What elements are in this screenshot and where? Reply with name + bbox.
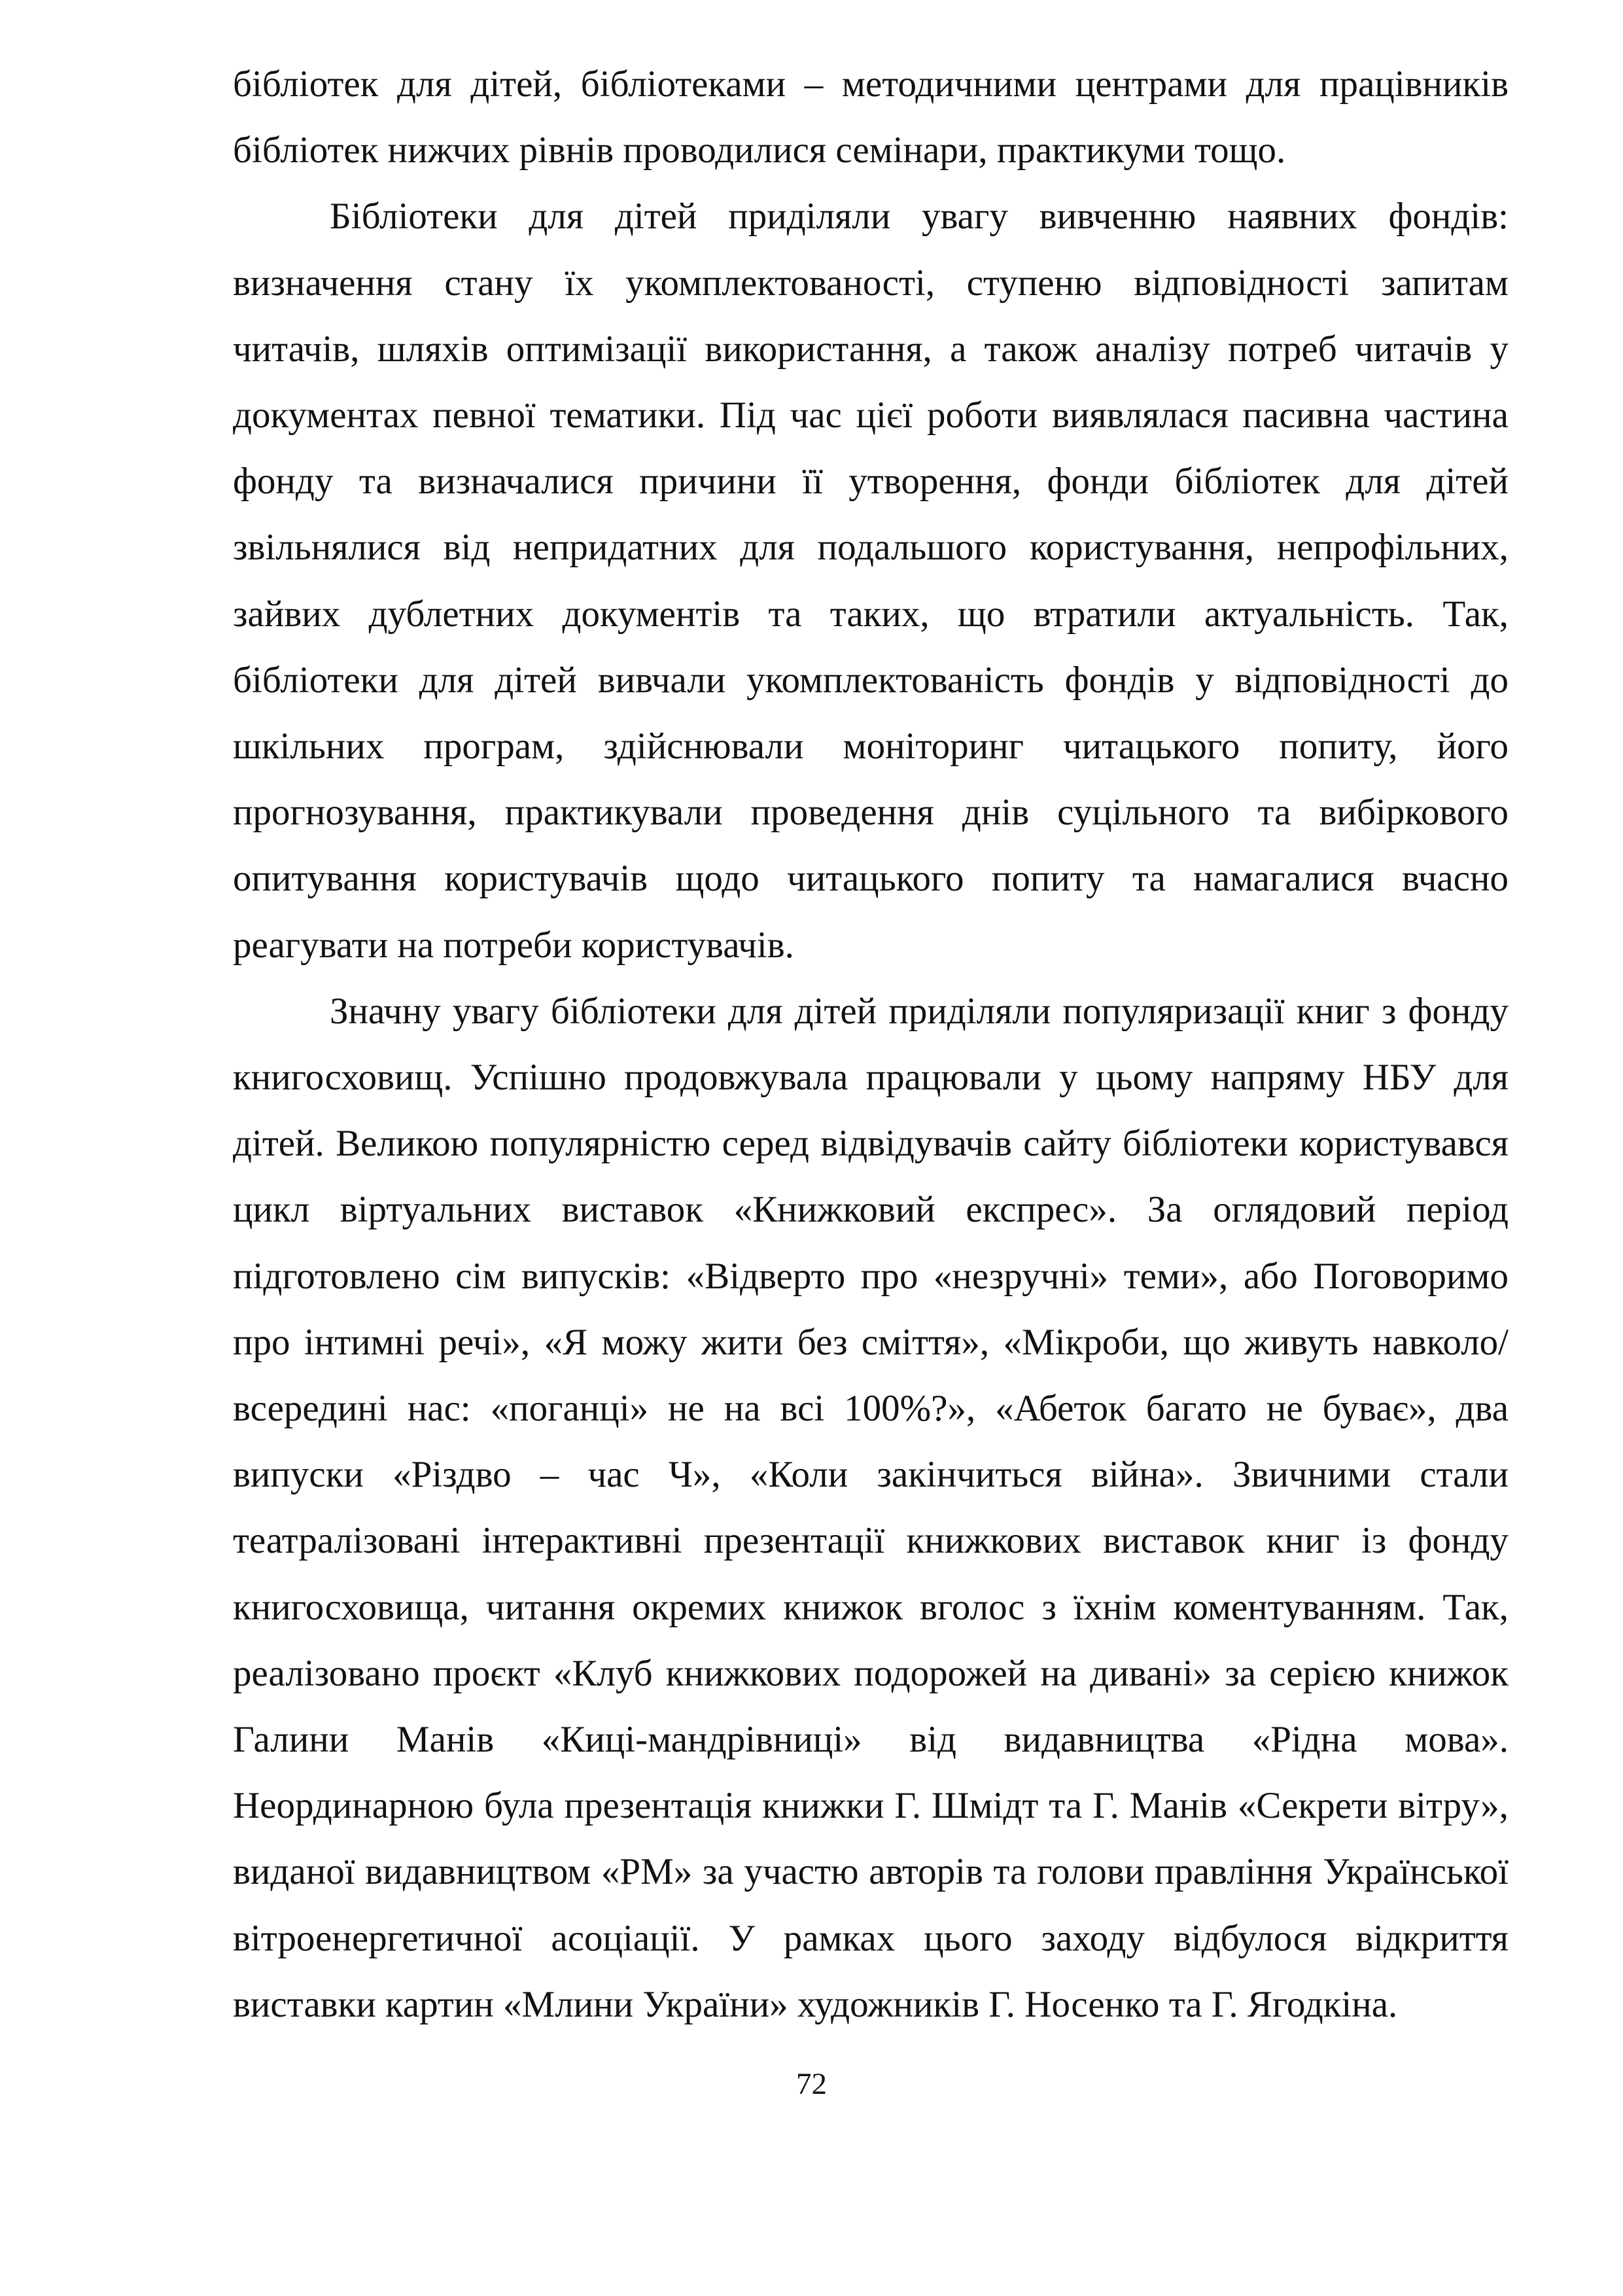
paragraph-continuation: бібліотек для дітей, бібліотеками – методичними центрами для працівників бібліотек нижчих рівнів проводилися семінари, практикуми тощо.	[233, 63, 1509, 171]
page-number: 72	[796, 2067, 827, 2101]
paragraph-book-popularization: Значну увагу бібліотеки для дітей приділяли популяризації книг з фонду книгосховищ. Успішно продовжувала працювали у цьому напряму НБУ для дітей. Великою популярністю серед відвідувачів сайту бібліотеки користувався цикл віртуальних виставок «Книжковий експрес». За оглядовий період підготовлено сім випусків: «Відверто про «незручні» теми», або Поговоримо про інтимні речі», «Я можу жити без сміття», «Мікроби, що живуть навколо/всередині нас: «поганці» не на всі 100%?», «Абеток багато не буває», два випуски «Різдво – час Ч», «Коли закінчиться війна». Звичними стали театралізовані інтерактивні презентації книжкових виставок книг із фонду книгосховища, читання окремих книжок вголос з їхнім коментуванням. Так, реалізовано проєкт «Клуб книжкових подорожей на дивані» за серією книжок Галини Манів «Киці-мандрівниці» від видавництва «Рідна мова». Неординарною була презентація книжки Г. Шмідт та Г. Манів «Секрети вітру», виданої видавництвом «РМ» за участю авторів та голови правління Української вітроенергетичної асоціації. У рамках цього заходу відбулося відкриття виставки картин «Млини України» художників Г. Носенко та Г. Ягодкіна.	[233, 990, 1509, 2025]
body-text	[233, 51, 1509, 2038]
paragraph-library-funds: Бібліотеки для дітей приділяли увагу вивченню наявних фондів: визначення стану їх укомплектованості, ступеню відповідності запитам читачів, шляхів оптимізації використання, а також аналізу потреб читачів у документах певної тематики. Під час цієї роботи виявлялася пасивна частина фонду та визначалися причини її утворення, фонди бібліотек для дітей звільнялися від непридатних для подальшого користування, непрофільних, зайвих дублетних документів та таких, що втратили актуальність. Так, бібліотеки для дітей вивчали укомплектованість фондів у відповідності до шкільних програм, здійснювали моніторинг читацького попиту, його прогнозування, практикували проведення днів суцільного та вибіркового опитування користувачів щодо читацького попиту та намагалися вчасно реагувати на потреби користувачів.	[233, 196, 1509, 966]
